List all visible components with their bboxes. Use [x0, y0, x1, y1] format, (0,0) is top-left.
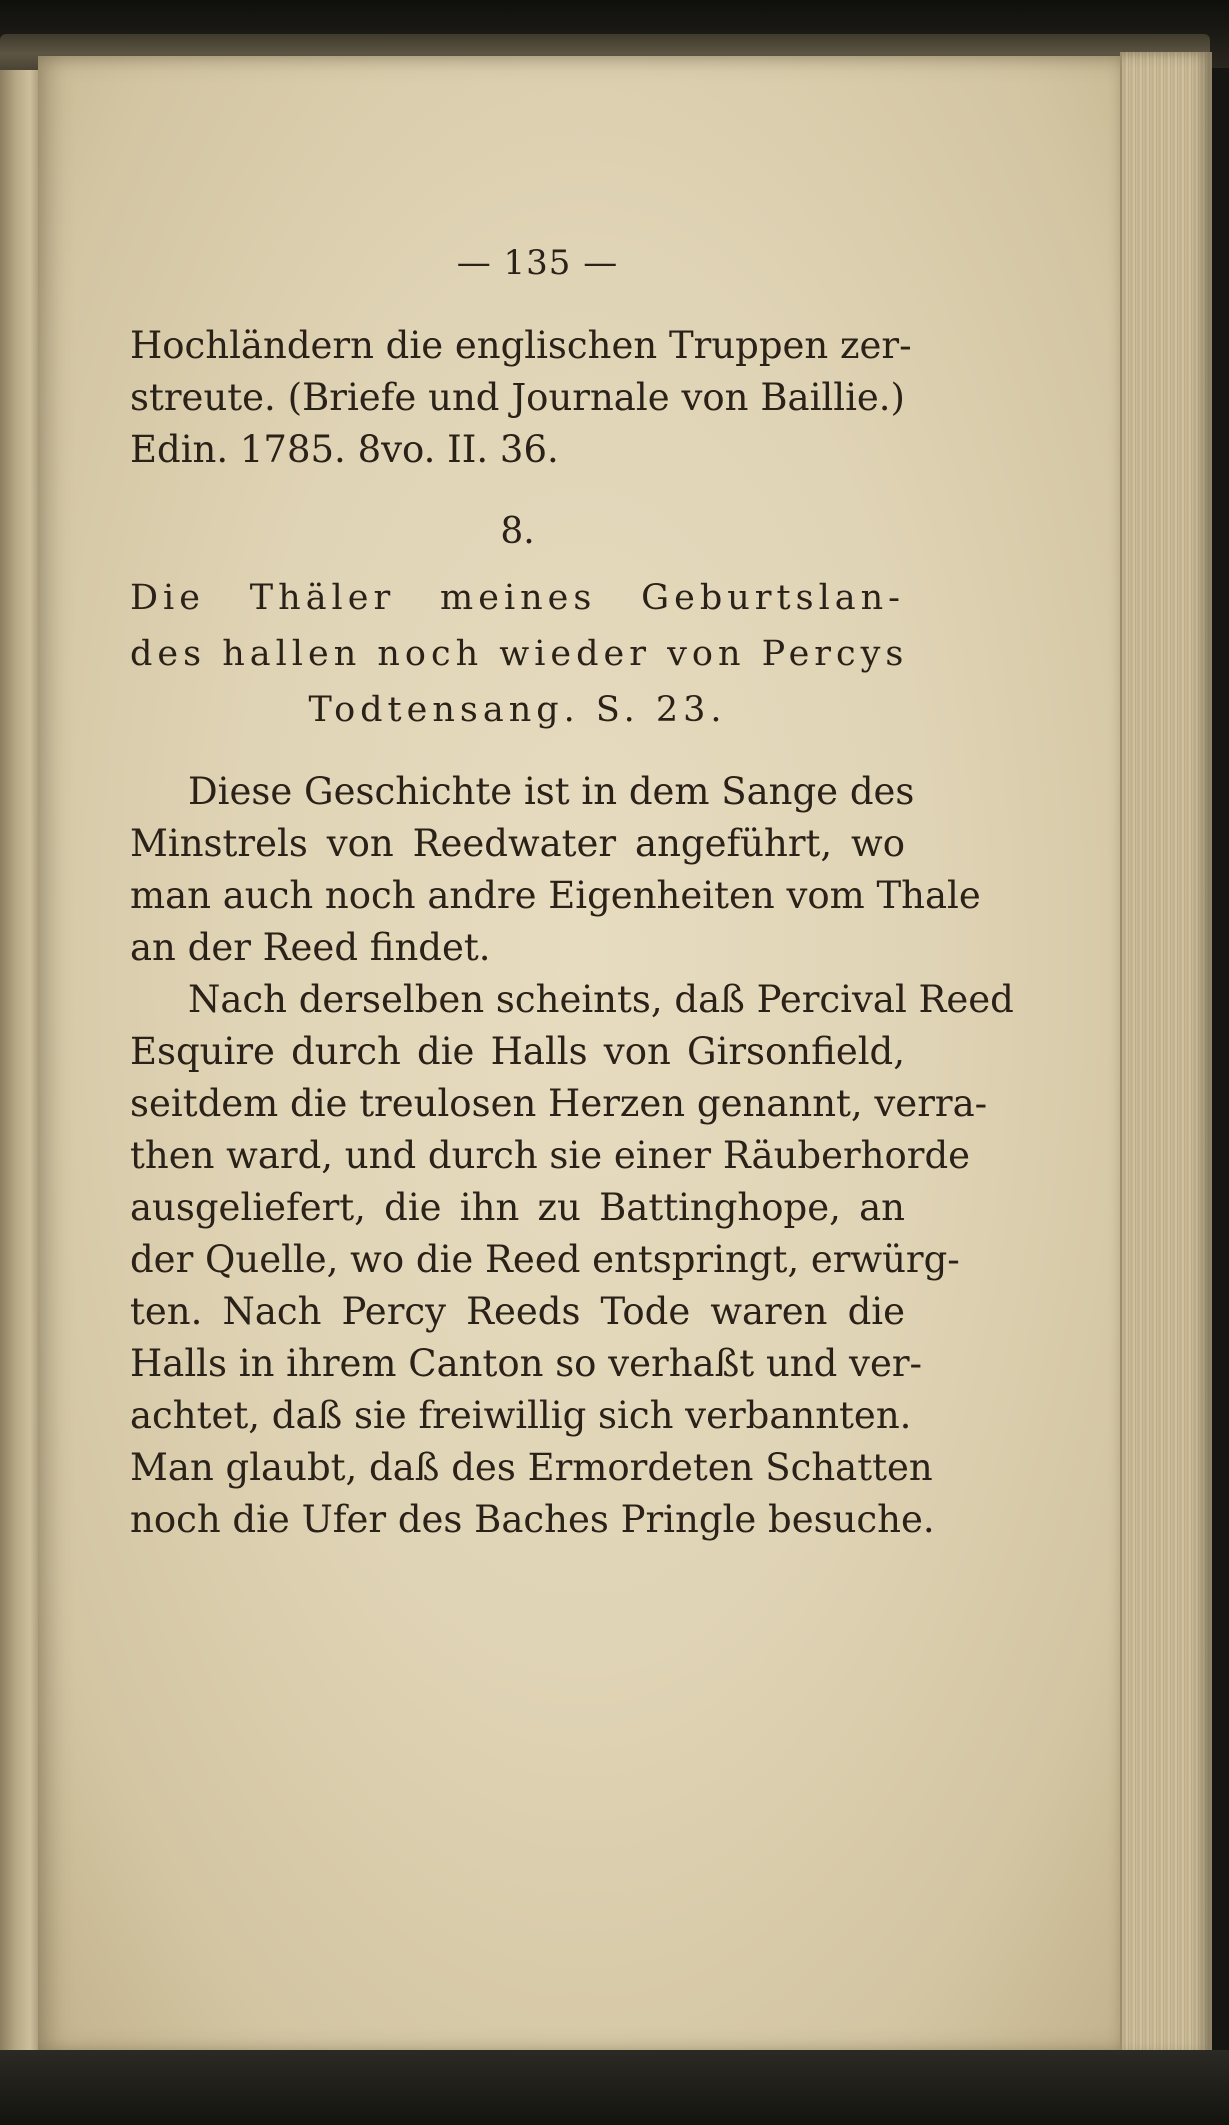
paragraph-2	[130, 974, 1014, 1546]
text-line: Edin. 1785. 8vo. II. 36.	[130, 428, 559, 471]
text-line: Halls in ihrem Canton so verhaßt und ver-	[130, 1342, 923, 1385]
left-page-edge	[0, 70, 42, 2060]
heading-line: Die Thäler meines Geburtslan-	[130, 578, 905, 618]
text-line: achtet, daß sie freiwillig sich verbannten.	[130, 1394, 912, 1437]
paragraph-1	[130, 766, 981, 974]
heading-line: des hallen noch wieder von Percys	[130, 634, 909, 674]
text-line: an der Reed findet.	[130, 926, 491, 969]
text-line: Hochländern die englischen Truppen zer-	[130, 324, 912, 367]
intro-text	[130, 320, 912, 476]
text-line: ausgeliefert, die ihn zu Battinghope, an	[130, 1186, 905, 1229]
text-line: streute. (Briefe und Journale von Baillie.)	[130, 376, 905, 419]
text-line: der Quelle, wo die Reed entspringt, erwürg-	[130, 1238, 960, 1281]
text-line: ten. Nach Percy Reeds Tode waren die	[130, 1290, 905, 1333]
page-text	[130, 240, 1014, 1546]
page-number: — 135 —	[456, 243, 619, 283]
text-line: Man glaubt, daß des Ermordeten Schatten	[130, 1446, 933, 1489]
note-number: 8.	[500, 511, 535, 552]
text-line: noch die Ufer des Baches Pringle besuche.	[130, 1498, 935, 1541]
text-line: Nach derselben scheints, daß Percival Reed	[188, 978, 1014, 1021]
note-heading	[130, 570, 909, 738]
text-line: Esquire durch die Halls von Girsonfield,	[130, 1030, 905, 1073]
text-line: Diese Geschichte ist in dem Sange des	[188, 770, 915, 813]
text-line: Minstrels von Reedwater angeführt, wo	[130, 822, 905, 865]
heading-line: Todtensang. S. 23.	[308, 690, 727, 730]
text-line: seitdem die treulosen Herzen genannt, verra-	[130, 1082, 988, 1125]
page-stack-edge	[1120, 52, 1212, 2057]
text-line: man auch noch andre Eigenheiten vom Thale	[130, 874, 981, 917]
scan-background-bottom	[0, 2050, 1229, 2125]
text-line: then ward, und durch sie einer Räuberhorde	[130, 1134, 971, 1177]
